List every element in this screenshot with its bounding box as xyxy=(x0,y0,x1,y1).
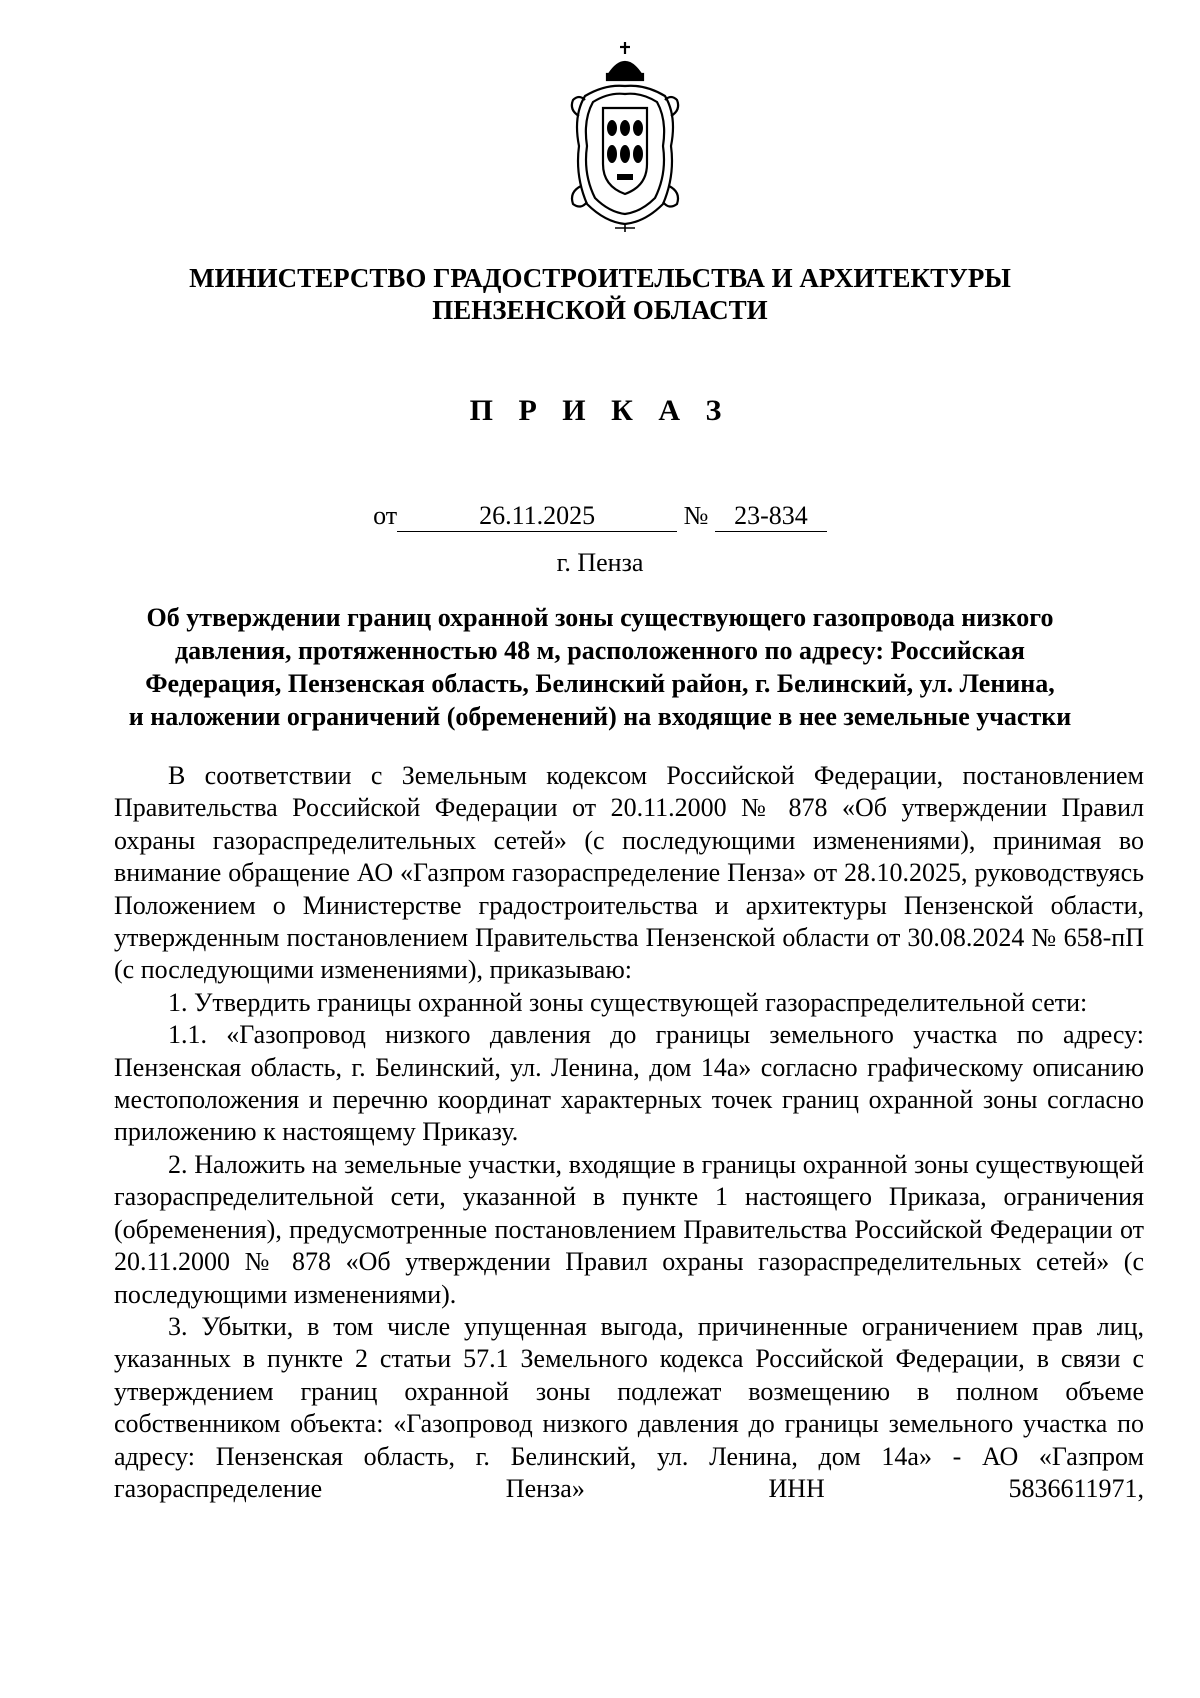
item-1-paragraph: 1. Утвердить границы охранной зоны существующей газораспределительной сети: xyxy=(168,987,1088,1017)
subject-line-1: Об утверждении границ охранной зоны существующего газопровода низкого xyxy=(146,603,1054,632)
document-subject xyxy=(120,601,1080,733)
date-number-line xyxy=(100,500,1100,532)
number-prefix: № xyxy=(683,501,709,530)
preamble-paragraph: В соответствии с Земельным кодексом Российской Федерации, постановлением Правительства Российской Федерации от 20.11.2000 № 878 «Об утверждении Правил охраны газораспределительных сетей» (с последующими изменениями), принимая во внимание обращение АО «Газпром газораспределение Пенза» от 28.10.2025, руководствуясь Положением о Министерстве градостроительства и архитектуры Пензенской области, утвержденным постановлением Правительства Пензенской области от 30.08.2024 № 658-пП (с последующими изменениями), приказываю: xyxy=(114,761,1144,985)
ministry-heading xyxy=(100,262,1100,326)
subject-line-4: и наложении ограничений (обременений) на входящие в нее земельные участки xyxy=(128,702,1072,731)
ministry-line-1: МИНИСТЕРСТВО ГРАДОСТРОИТЕЛЬСТВА И АРХИТЕКТУРЫ xyxy=(189,263,1011,293)
subject-line-3: Федерация, Пензенская область, Белинский район, г. Белинский, ул. Ленина, xyxy=(145,669,1055,698)
date-prefix: от xyxy=(373,501,398,530)
item-2-paragraph: 2. Наложить на земельные участки, входящие в границы охранной зоны существующей газораспределительной сети, указанной в пункте 1 настоящего Приказа, ограничения (обременения), предусмотренные постановлением Правительства Российской Федерации от 20.11.2000 № 878 «Об утверждении Правил охраны газораспределительных сетей» (с последующими изменениями). xyxy=(114,1149,1144,1309)
document-body xyxy=(114,760,1144,1505)
coat-of-arms-emblem xyxy=(565,36,685,236)
city-line: г. Пенза xyxy=(556,548,644,577)
subject-line-2: давления, протяженностью 48 м, расположенного по адресу: Российская xyxy=(175,636,1025,665)
item-1-1-paragraph: 1.1. «Газопровод низкого давления до границы земельного участка по адресу: Пензенская область, г. Белинский, ул. Ленина, дом 14а» согласно графическому описанию местоположения и перечню координат характерных точек границ охранной зоны согласно приложению к настоящему Приказу. xyxy=(114,1020,1144,1147)
document-date: 26.11.2025 xyxy=(397,501,677,532)
ministry-line-2: ПЕНЗЕНСКОЙ ОБЛАСТИ xyxy=(432,295,768,325)
item-3-paragraph: 3. Убытки, в том числе упущенная выгода, причиненные ограничением прав лиц, указанных в пункте 2 статьи 57.1 Земельного кодекса Российской Федерации, в связи с утверждением границ охранной зоны подлежат возмещению в полном объеме собственником объекта: «Газопровод низкого давления до границы земельного участка по адресу: Пензенская область, г. Белинский, ул. Ленина, дом 14а» - АО «Газпром газораспределение Пенза» ИНН 5836611971, xyxy=(114,1311,1144,1503)
document-number: 23-834 xyxy=(715,501,827,532)
document-type-title: П Р И К А З xyxy=(469,394,731,427)
